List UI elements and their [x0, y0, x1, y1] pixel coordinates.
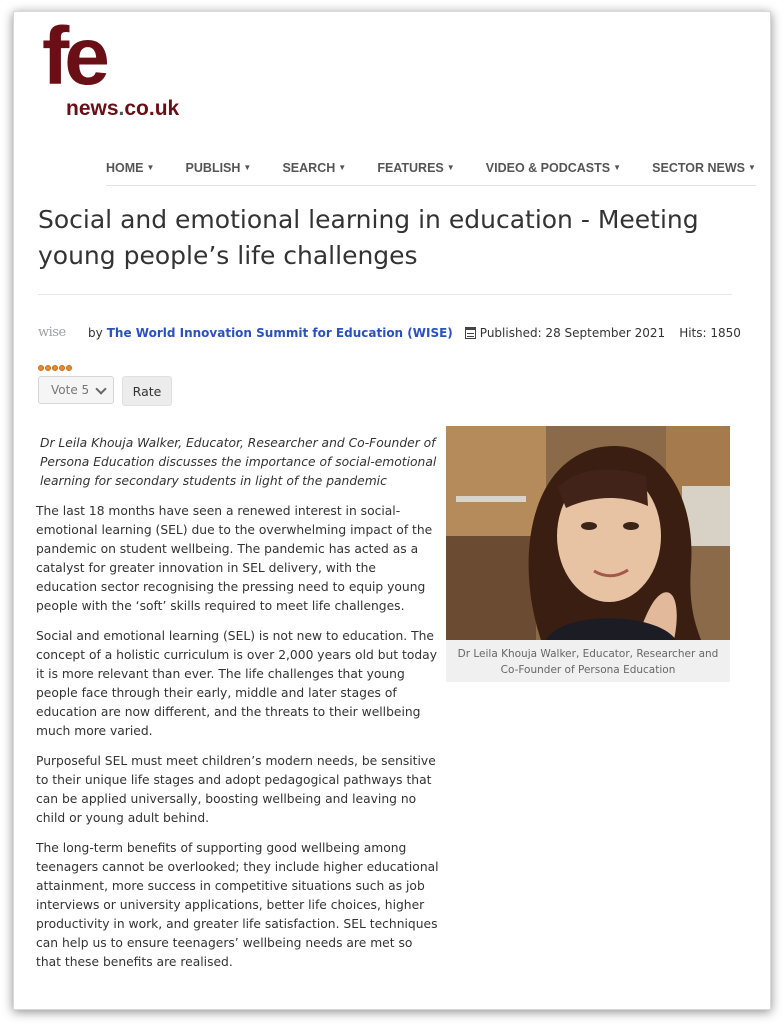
star-icon [66, 365, 72, 371]
nav-home-label: HOME [106, 160, 144, 175]
article-figure [446, 426, 730, 682]
chevron-down-icon [95, 383, 106, 394]
article-lead: Dr Leila Khouja Walker, Educator, Researcher and Co-Founder of Persona Education discusses the importance of social-emotional learning for secondary students in light of the pandemic [40, 436, 437, 488]
figure-caption: Dr Leila Khouja Walker, Educator, Researcher and Co-Founder of Persona Education [457, 648, 719, 676]
article-paragraph-1: The last 18 months have seen a renewed interest in social-emotional learning (SEL) due to the overwhelming impact of the pandemic on student wellbeing. The pandemic has acted as a catalyst for greater innovation in SEL delivery, with the education sector recognising the pressing need to equip young people with the ‘soft’ skills required to meet life challenges. [36, 504, 433, 613]
calendar-icon [465, 327, 476, 339]
logo-dot: . [118, 97, 125, 120]
star-icon [52, 365, 58, 371]
article-paragraph-2: Social and emotional learning (SEL) is not new to education. The concept of a holistic curriculum is over 2,000 years old but today it is more relevant than ever. The life challenges that young people face through their early, middle and later stages of education are now different, and the threats to their wellbeing much more varied. [36, 629, 437, 738]
nav-features[interactable] [377, 161, 454, 175]
author-link[interactable]: The World Innovation Summit for Education (WISE) [106, 326, 453, 340]
author-photo-illustration [446, 426, 730, 640]
author-photo [446, 426, 730, 640]
caret-down-icon: ▼ [243, 162, 252, 172]
nav-search[interactable] [282, 161, 346, 175]
main-nav [106, 150, 756, 186]
caret-down-icon: ▼ [613, 162, 622, 172]
published-date [465, 326, 665, 340]
vote-select[interactable] [38, 376, 114, 404]
logo-tld: co.uk [124, 97, 180, 120]
article-byline [38, 322, 758, 344]
caret-down-icon: ▼ [446, 162, 455, 172]
star-icon [59, 365, 65, 371]
caret-down-icon: ▼ [146, 162, 155, 172]
byline-by: by [88, 326, 103, 340]
nav-search-label: SEARCH [282, 160, 336, 175]
nav-home[interactable] [106, 161, 154, 175]
rate-button[interactable]: Rate [122, 376, 172, 406]
title-divider [38, 294, 732, 295]
nav-sector-news[interactable] [652, 161, 756, 175]
nav-features-label: FEATURES [377, 160, 444, 175]
vote-select-value: Vote 5 [51, 383, 90, 397]
article-title: Social and emotional learning in education - Meeting young people’s life challenges [38, 205, 699, 270]
logo-fe-text: fe [42, 11, 105, 102]
logo-domain-text [66, 98, 179, 119]
published-text: Published: 28 September 2021 [479, 326, 666, 340]
caret-down-icon: ▼ [338, 162, 347, 172]
nav-sector-news-label: SECTOR NEWS [652, 160, 746, 175]
article-paragraph-4: The long-term benefits of supporting good wellbeing among teenagers cannot be overlooked; they include higher educational attainment, more success in competitive situations such as job interviews or university applications, better life choices, higher productivity in work, and greater life satisfaction. SEL techniques can help us to ensure teenagers’ wellbeing needs are met so that these benefits are realised. [36, 841, 439, 969]
hits-count: Hits: 1850 [679, 326, 741, 340]
star-icon [45, 365, 51, 371]
star-icon [38, 365, 44, 371]
page-frame [13, 11, 771, 1010]
logo-news: news [66, 97, 119, 120]
article-paragraph-3: Purposeful SEL must meet children’s modern needs, be sensitive to their unique life stages and adopt pedagogical pathways that can be applied universally, boosting wellbeing and leaving no child or young adult behind. [36, 754, 436, 825]
nav-publish[interactable] [186, 161, 252, 175]
article-body [36, 434, 440, 983]
nav-video-podcasts[interactable] [486, 161, 621, 175]
caret-down-icon: ▼ [748, 162, 756, 172]
rating-stars [38, 365, 72, 371]
nav-publish-label: PUBLISH [185, 160, 241, 175]
site-logo[interactable] [42, 11, 212, 134]
nav-video-podcasts-label: VIDEO & PODCASTS [485, 160, 611, 175]
wise-logo: wise [38, 325, 66, 340]
